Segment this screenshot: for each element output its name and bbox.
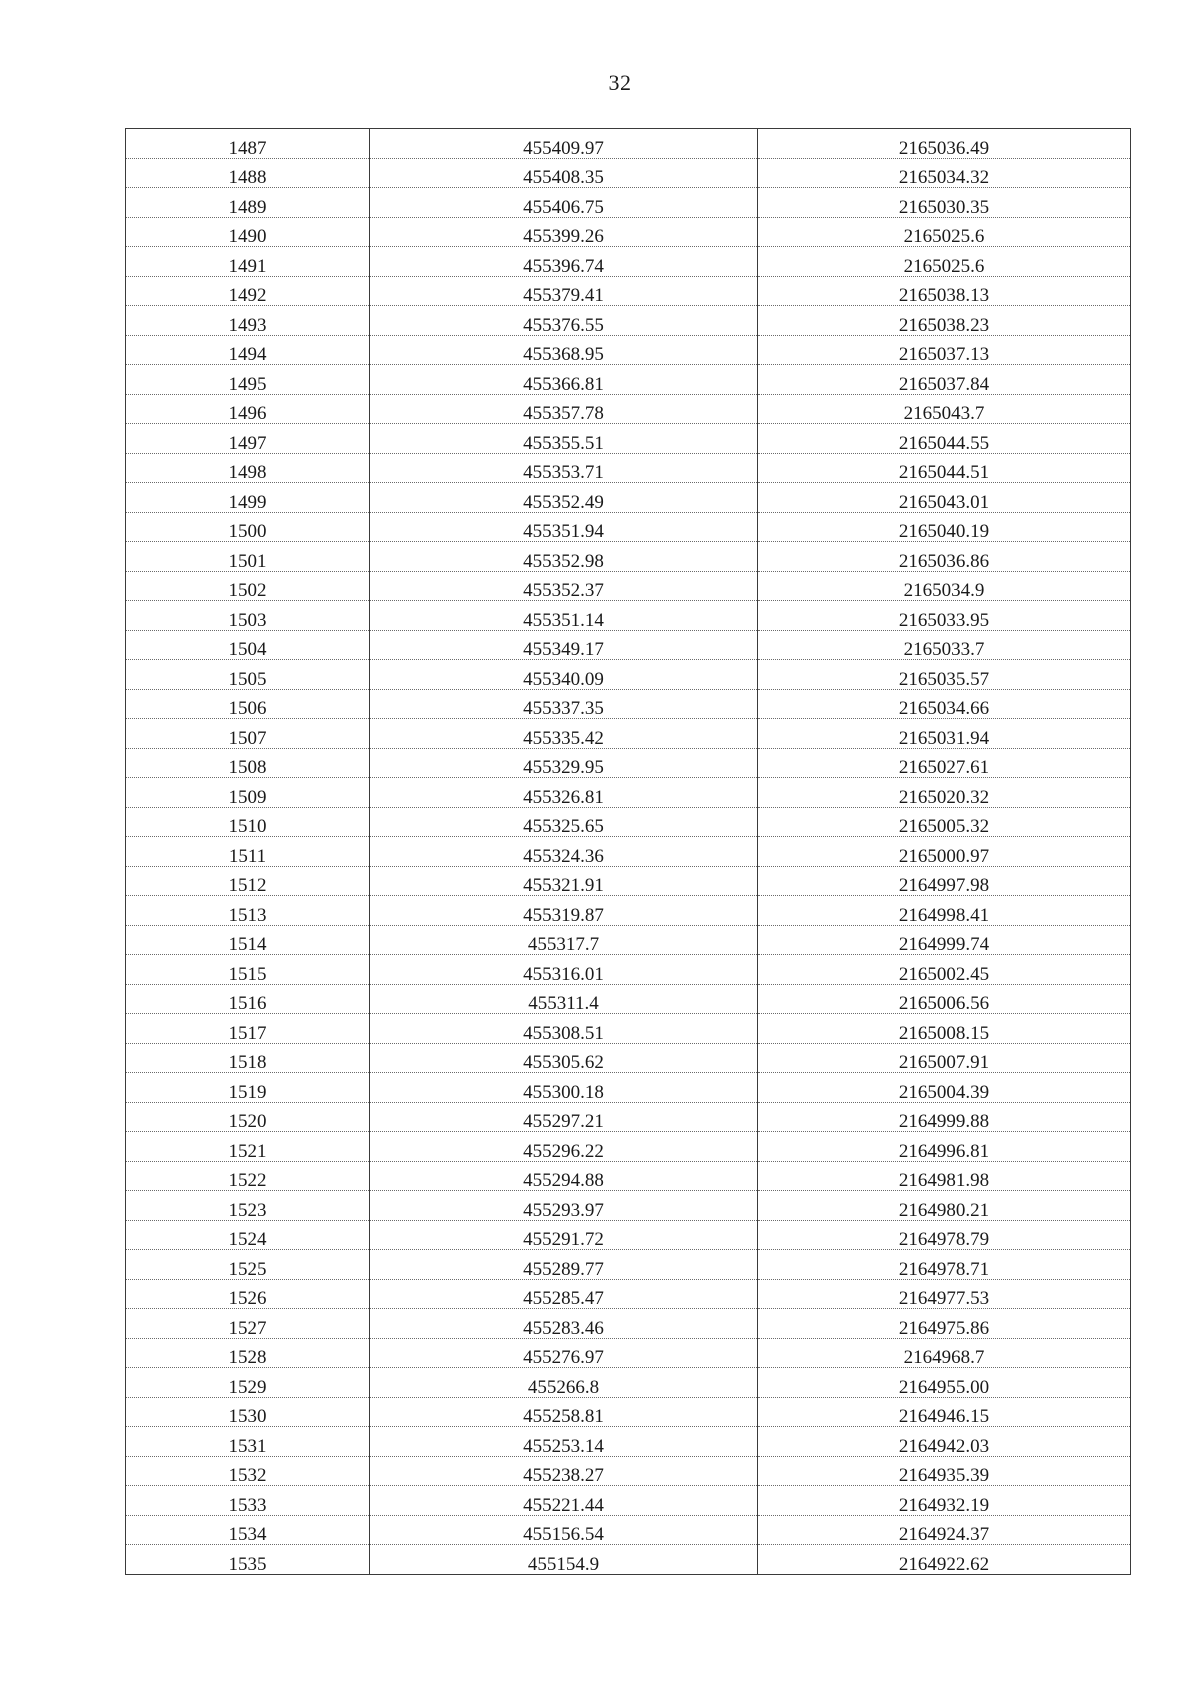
y-coordinate-cell: 2165040.19 <box>758 512 1131 542</box>
x-coordinate-cell: 455319.87 <box>370 896 758 926</box>
point-number-cell: 1492 <box>126 276 370 306</box>
table-row <box>126 1279 1131 1309</box>
coordinates-table-body <box>126 129 1131 1575</box>
table-row <box>126 129 1131 159</box>
x-coordinate-cell: 455266.8 <box>370 1368 758 1398</box>
point-number-cell: 1505 <box>126 660 370 690</box>
x-coordinate-cell: 455283.46 <box>370 1309 758 1339</box>
y-coordinate-cell: 2164935.39 <box>758 1456 1131 1486</box>
y-coordinate-cell: 2165038.23 <box>758 306 1131 336</box>
y-coordinate-cell: 2165043.01 <box>758 483 1131 513</box>
table-row <box>126 1220 1131 1250</box>
x-coordinate-cell: 455253.14 <box>370 1427 758 1457</box>
x-coordinate-cell: 455406.75 <box>370 188 758 218</box>
point-number-cell: 1487 <box>126 129 370 159</box>
table-row <box>126 188 1131 218</box>
point-number-cell: 1493 <box>126 306 370 336</box>
table-row <box>126 837 1131 867</box>
x-coordinate-cell: 455294.88 <box>370 1161 758 1191</box>
point-number-cell: 1501 <box>126 542 370 572</box>
y-coordinate-cell: 2164942.03 <box>758 1427 1131 1457</box>
point-number-cell: 1525 <box>126 1250 370 1280</box>
table-row <box>126 955 1131 985</box>
table-row <box>126 748 1131 778</box>
x-coordinate-cell: 455154.9 <box>370 1545 758 1575</box>
point-number-cell: 1521 <box>126 1132 370 1162</box>
y-coordinate-cell: 2164996.81 <box>758 1132 1131 1162</box>
point-number-cell: 1490 <box>126 217 370 247</box>
table-row <box>126 335 1131 365</box>
table-row <box>126 1073 1131 1103</box>
point-number-cell: 1496 <box>126 394 370 424</box>
point-number-cell: 1519 <box>126 1073 370 1103</box>
table-row <box>126 1545 1131 1575</box>
point-number-cell: 1495 <box>126 365 370 395</box>
y-coordinate-cell: 2164997.98 <box>758 866 1131 896</box>
point-number-cell: 1517 <box>126 1014 370 1044</box>
table-row <box>126 217 1131 247</box>
y-coordinate-cell: 2164955.00 <box>758 1368 1131 1398</box>
x-coordinate-cell: 455337.35 <box>370 689 758 719</box>
table-row <box>126 1132 1131 1162</box>
y-coordinate-cell: 2165033.7 <box>758 630 1131 660</box>
point-number-cell: 1494 <box>126 335 370 365</box>
y-coordinate-cell: 2165035.57 <box>758 660 1131 690</box>
point-number-cell: 1522 <box>126 1161 370 1191</box>
table-row <box>126 1102 1131 1132</box>
table-row <box>126 1515 1131 1545</box>
table-row <box>126 247 1131 277</box>
point-number-cell: 1515 <box>126 955 370 985</box>
table-row <box>126 807 1131 837</box>
y-coordinate-cell: 2165036.86 <box>758 542 1131 572</box>
x-coordinate-cell: 455305.62 <box>370 1043 758 1073</box>
table-row <box>126 1456 1131 1486</box>
point-number-cell: 1516 <box>126 984 370 1014</box>
x-coordinate-cell: 455258.81 <box>370 1397 758 1427</box>
point-number-cell: 1524 <box>126 1220 370 1250</box>
y-coordinate-cell: 2164924.37 <box>758 1515 1131 1545</box>
point-number-cell: 1528 <box>126 1338 370 1368</box>
x-coordinate-cell: 455396.74 <box>370 247 758 277</box>
x-coordinate-cell: 455316.01 <box>370 955 758 985</box>
point-number-cell: 1530 <box>126 1397 370 1427</box>
point-number-cell: 1510 <box>126 807 370 837</box>
point-number-cell: 1535 <box>126 1545 370 1575</box>
x-coordinate-cell: 455326.81 <box>370 778 758 808</box>
x-coordinate-cell: 455355.51 <box>370 424 758 454</box>
x-coordinate-cell: 455352.98 <box>370 542 758 572</box>
y-coordinate-cell: 2165031.94 <box>758 719 1131 749</box>
point-number-cell: 1520 <box>126 1102 370 1132</box>
point-number-cell: 1504 <box>126 630 370 660</box>
x-coordinate-cell: 455329.95 <box>370 748 758 778</box>
x-coordinate-cell: 455297.21 <box>370 1102 758 1132</box>
y-coordinate-cell: 2165007.91 <box>758 1043 1131 1073</box>
point-number-cell: 1503 <box>126 601 370 631</box>
point-number-cell: 1533 <box>126 1486 370 1516</box>
point-number-cell: 1508 <box>126 748 370 778</box>
x-coordinate-cell: 455221.44 <box>370 1486 758 1516</box>
table-row <box>126 483 1131 513</box>
y-coordinate-cell: 2165027.61 <box>758 748 1131 778</box>
table-row <box>126 158 1131 188</box>
table-row <box>126 571 1131 601</box>
table-row <box>126 660 1131 690</box>
table-row <box>126 1368 1131 1398</box>
point-number-cell: 1529 <box>126 1368 370 1398</box>
y-coordinate-cell: 2165034.9 <box>758 571 1131 601</box>
table-row <box>126 306 1131 336</box>
x-coordinate-cell: 455321.91 <box>370 866 758 896</box>
y-coordinate-cell: 2165020.32 <box>758 778 1131 808</box>
table-row <box>126 866 1131 896</box>
coordinates-table <box>125 128 1131 1575</box>
table-row <box>126 453 1131 483</box>
point-number-cell: 1488 <box>126 158 370 188</box>
table-row <box>126 1161 1131 1191</box>
table-row <box>126 1427 1131 1457</box>
point-number-cell: 1531 <box>126 1427 370 1457</box>
y-coordinate-cell: 2165038.13 <box>758 276 1131 306</box>
x-coordinate-cell: 455353.71 <box>370 453 758 483</box>
point-number-cell: 1507 <box>126 719 370 749</box>
table-row <box>126 984 1131 1014</box>
y-coordinate-cell: 2165006.56 <box>758 984 1131 1014</box>
table-row <box>126 512 1131 542</box>
point-number-cell: 1499 <box>126 483 370 513</box>
x-coordinate-cell: 455366.81 <box>370 365 758 395</box>
point-number-cell: 1506 <box>126 689 370 719</box>
y-coordinate-cell: 2164978.79 <box>758 1220 1131 1250</box>
y-coordinate-cell: 2165025.6 <box>758 217 1131 247</box>
table-row <box>126 542 1131 572</box>
y-coordinate-cell: 2164978.71 <box>758 1250 1131 1280</box>
y-coordinate-cell: 2165030.35 <box>758 188 1131 218</box>
table-row <box>126 1043 1131 1073</box>
x-coordinate-cell: 455276.97 <box>370 1338 758 1368</box>
point-number-cell: 1498 <box>126 453 370 483</box>
point-number-cell: 1512 <box>126 866 370 896</box>
x-coordinate-cell: 455379.41 <box>370 276 758 306</box>
y-coordinate-cell: 2164998.41 <box>758 896 1131 926</box>
x-coordinate-cell: 455349.17 <box>370 630 758 660</box>
y-coordinate-cell: 2165025.6 <box>758 247 1131 277</box>
y-coordinate-cell: 2165036.49 <box>758 129 1131 159</box>
y-coordinate-cell: 2165002.45 <box>758 955 1131 985</box>
x-coordinate-cell: 455399.26 <box>370 217 758 247</box>
point-number-cell: 1491 <box>126 247 370 277</box>
y-coordinate-cell: 2165044.55 <box>758 424 1131 454</box>
x-coordinate-cell: 455324.36 <box>370 837 758 867</box>
x-coordinate-cell: 455351.14 <box>370 601 758 631</box>
y-coordinate-cell: 2164946.15 <box>758 1397 1131 1427</box>
table-row <box>126 1397 1131 1427</box>
y-coordinate-cell: 2165033.95 <box>758 601 1131 631</box>
y-coordinate-cell: 2165000.97 <box>758 837 1131 867</box>
x-coordinate-cell: 455300.18 <box>370 1073 758 1103</box>
y-coordinate-cell: 2165034.66 <box>758 689 1131 719</box>
y-coordinate-cell: 2164922.62 <box>758 1545 1131 1575</box>
table-row <box>126 719 1131 749</box>
table-row <box>126 1338 1131 1368</box>
table-row <box>126 630 1131 660</box>
x-coordinate-cell: 455325.65 <box>370 807 758 837</box>
table-row <box>126 424 1131 454</box>
x-coordinate-cell: 455308.51 <box>370 1014 758 1044</box>
point-number-cell: 1489 <box>126 188 370 218</box>
point-number-cell: 1518 <box>126 1043 370 1073</box>
point-number-cell: 1532 <box>126 1456 370 1486</box>
y-coordinate-cell: 2164975.86 <box>758 1309 1131 1339</box>
x-coordinate-cell: 455352.37 <box>370 571 758 601</box>
point-number-cell: 1497 <box>126 424 370 454</box>
table-row <box>126 276 1131 306</box>
table-row <box>126 778 1131 808</box>
y-coordinate-cell: 2164932.19 <box>758 1486 1131 1516</box>
point-number-cell: 1523 <box>126 1191 370 1221</box>
y-coordinate-cell: 2164981.98 <box>758 1161 1131 1191</box>
y-coordinate-cell: 2164999.74 <box>758 925 1131 955</box>
y-coordinate-cell: 2165008.15 <box>758 1014 1131 1044</box>
x-coordinate-cell: 455368.95 <box>370 335 758 365</box>
x-coordinate-cell: 455291.72 <box>370 1220 758 1250</box>
x-coordinate-cell: 455156.54 <box>370 1515 758 1545</box>
x-coordinate-cell: 455352.49 <box>370 483 758 513</box>
y-coordinate-cell: 2165037.84 <box>758 365 1131 395</box>
x-coordinate-cell: 455285.47 <box>370 1279 758 1309</box>
x-coordinate-cell: 455311.4 <box>370 984 758 1014</box>
point-number-cell: 1500 <box>126 512 370 542</box>
point-number-cell: 1509 <box>126 778 370 808</box>
y-coordinate-cell: 2164999.88 <box>758 1102 1131 1132</box>
point-number-cell: 1511 <box>126 837 370 867</box>
x-coordinate-cell: 455317.7 <box>370 925 758 955</box>
y-coordinate-cell: 2165037.13 <box>758 335 1131 365</box>
point-number-cell: 1527 <box>126 1309 370 1339</box>
table-row <box>126 896 1131 926</box>
table-row <box>126 1014 1131 1044</box>
table-row <box>126 1250 1131 1280</box>
point-number-cell: 1513 <box>126 896 370 926</box>
x-coordinate-cell: 455351.94 <box>370 512 758 542</box>
y-coordinate-cell: 2164980.21 <box>758 1191 1131 1221</box>
table-row <box>126 601 1131 631</box>
page-number: 32 <box>608 70 632 95</box>
table-row <box>126 365 1131 395</box>
y-coordinate-cell: 2164968.7 <box>758 1338 1131 1368</box>
table-row <box>126 1486 1131 1516</box>
table-row <box>126 394 1131 424</box>
x-coordinate-cell: 455289.77 <box>370 1250 758 1280</box>
x-coordinate-cell: 455238.27 <box>370 1456 758 1486</box>
y-coordinate-cell: 2165044.51 <box>758 453 1131 483</box>
y-coordinate-cell: 2165043.7 <box>758 394 1131 424</box>
y-coordinate-cell: 2164977.53 <box>758 1279 1131 1309</box>
table-row <box>126 925 1131 955</box>
x-coordinate-cell: 455296.22 <box>370 1132 758 1162</box>
x-coordinate-cell: 455293.97 <box>370 1191 758 1221</box>
x-coordinate-cell: 455376.55 <box>370 306 758 336</box>
point-number-cell: 1514 <box>126 925 370 955</box>
x-coordinate-cell: 455335.42 <box>370 719 758 749</box>
x-coordinate-cell: 455409.97 <box>370 129 758 159</box>
y-coordinate-cell: 2165005.32 <box>758 807 1131 837</box>
point-number-cell: 1534 <box>126 1515 370 1545</box>
table-row <box>126 689 1131 719</box>
y-coordinate-cell: 2165034.32 <box>758 158 1131 188</box>
point-number-cell: 1526 <box>126 1279 370 1309</box>
x-coordinate-cell: 455357.78 <box>370 394 758 424</box>
x-coordinate-cell: 455408.35 <box>370 158 758 188</box>
y-coordinate-cell: 2165004.39 <box>758 1073 1131 1103</box>
table-row <box>126 1309 1131 1339</box>
x-coordinate-cell: 455340.09 <box>370 660 758 690</box>
point-number-cell: 1502 <box>126 571 370 601</box>
table-row <box>126 1191 1131 1221</box>
